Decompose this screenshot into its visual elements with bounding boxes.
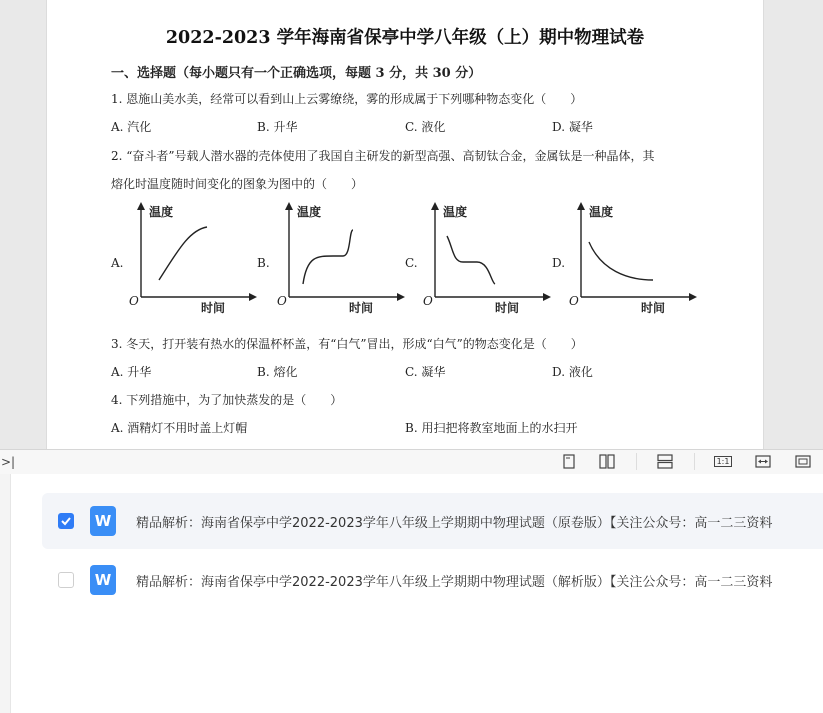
q2-option-a: A. — [111, 256, 124, 270]
actual-size-label: 1:1 — [714, 456, 733, 467]
question-2-line1: 2. “奋斗者”号载人潜水器的壳体使用了我国自主研发的新型高强、高韧钛合金，金属钛是一种晶体，其 — [111, 149, 655, 163]
word-file-icon: W — [90, 565, 116, 595]
graph-c-origin: O — [423, 294, 433, 308]
graph-d — [569, 200, 699, 320]
section-heading: 一、选择题（每小题只有一个正确选项，每题 3 分，共 30 分） — [111, 66, 482, 81]
question-3: 3. 冬天，打开装有热水的保温杯杯盖，有“白气”冒出，形成“白气”的物态变化是（ ） — [111, 337, 583, 351]
word-file-icon: W — [90, 506, 116, 536]
graph-d-origin: O — [569, 294, 579, 308]
exam-title: 2022-2023 学年海南省保亭中学八年级（上）期中物理试卷 — [165, 28, 645, 48]
file-name: 精品解析：海南省保亭中学2022-2023学年八年级上学期期中物理试题（解析版）【关注公众号：高一二三资料 — [136, 575, 773, 590]
graph-b-xlabel: 时间 — [349, 301, 374, 315]
graph-b — [277, 200, 407, 320]
single-page-icon[interactable] — [560, 453, 578, 470]
graph-b-ylabel: 温度 — [297, 205, 322, 219]
q2-option-b: B. — [257, 256, 270, 270]
document-page — [46, 0, 764, 449]
toolbar-divider — [694, 453, 695, 470]
question-4: 4. 下列措施中，为了加快蒸发的是（ ） — [111, 393, 343, 407]
file-row[interactable] — [42, 552, 823, 608]
q3-option-d: D. 液化 — [552, 365, 593, 379]
q4-option-a: A. 酒精灯不用时盖上灯帽 — [111, 421, 248, 435]
question-2-line2: 熔化时温度随时间变化的图象为图中的（ ） — [111, 177, 364, 191]
graph-c-xlabel: 时间 — [495, 301, 520, 315]
q3-option-b: B. 熔化 — [257, 365, 298, 379]
graph-d-ylabel: 温度 — [589, 205, 614, 219]
graph-b-origin: O — [277, 294, 287, 308]
two-page-icon[interactable] — [598, 453, 616, 470]
graph-a-xlabel: 时间 — [201, 301, 226, 315]
actual-size-icon[interactable] — [713, 453, 733, 470]
graph-a-ylabel: 温度 — [149, 205, 174, 219]
graph-c — [423, 200, 553, 320]
continuous-scroll-icon[interactable] — [656, 453, 674, 470]
graph-d-xlabel: 时间 — [641, 301, 666, 315]
checkmark-icon — [58, 513, 74, 529]
graph-a-origin: O — [129, 294, 139, 308]
graph-c-ylabel: 温度 — [443, 205, 468, 219]
fit-page-icon[interactable] — [794, 453, 812, 470]
file-checkbox-checked[interactable] — [58, 513, 74, 529]
q3-option-c: C. 凝华 — [405, 365, 446, 379]
file-row[interactable] — [42, 493, 823, 549]
q1-option-d: D. 凝华 — [552, 120, 593, 134]
q2-option-c: C. — [405, 256, 418, 270]
q2-option-d: D. — [552, 256, 566, 270]
question-1: 1. 恩施山美水美，经常可以看到山上云雾缭绕，雾的形成属于下列哪种物态变化（ ） — [111, 92, 583, 106]
file-list — [0, 474, 823, 713]
collapse-panel-icon[interactable]: >| — [0, 454, 16, 469]
viewer-toolbar — [0, 449, 823, 475]
graph-a — [129, 200, 259, 320]
file-name: 精品解析：海南省保亭中学2022-2023学年八年级上学期期中物理试题（原卷版）【关注公众号：高一二三资料 — [136, 516, 773, 531]
q1-option-a: A. 汽化 — [111, 120, 152, 134]
file-checkbox-unchecked[interactable] — [58, 572, 74, 588]
q1-option-b: B. 升华 — [257, 120, 298, 134]
left-panel-edge — [0, 474, 11, 713]
q1-option-c: C. 液化 — [405, 120, 446, 134]
q4-option-b: B. 用扫把将教室地面上的水扫开 — [405, 421, 578, 435]
q3-option-a: A. 升华 — [111, 365, 152, 379]
toolbar-divider — [636, 453, 637, 470]
fit-width-icon[interactable] — [754, 453, 772, 470]
